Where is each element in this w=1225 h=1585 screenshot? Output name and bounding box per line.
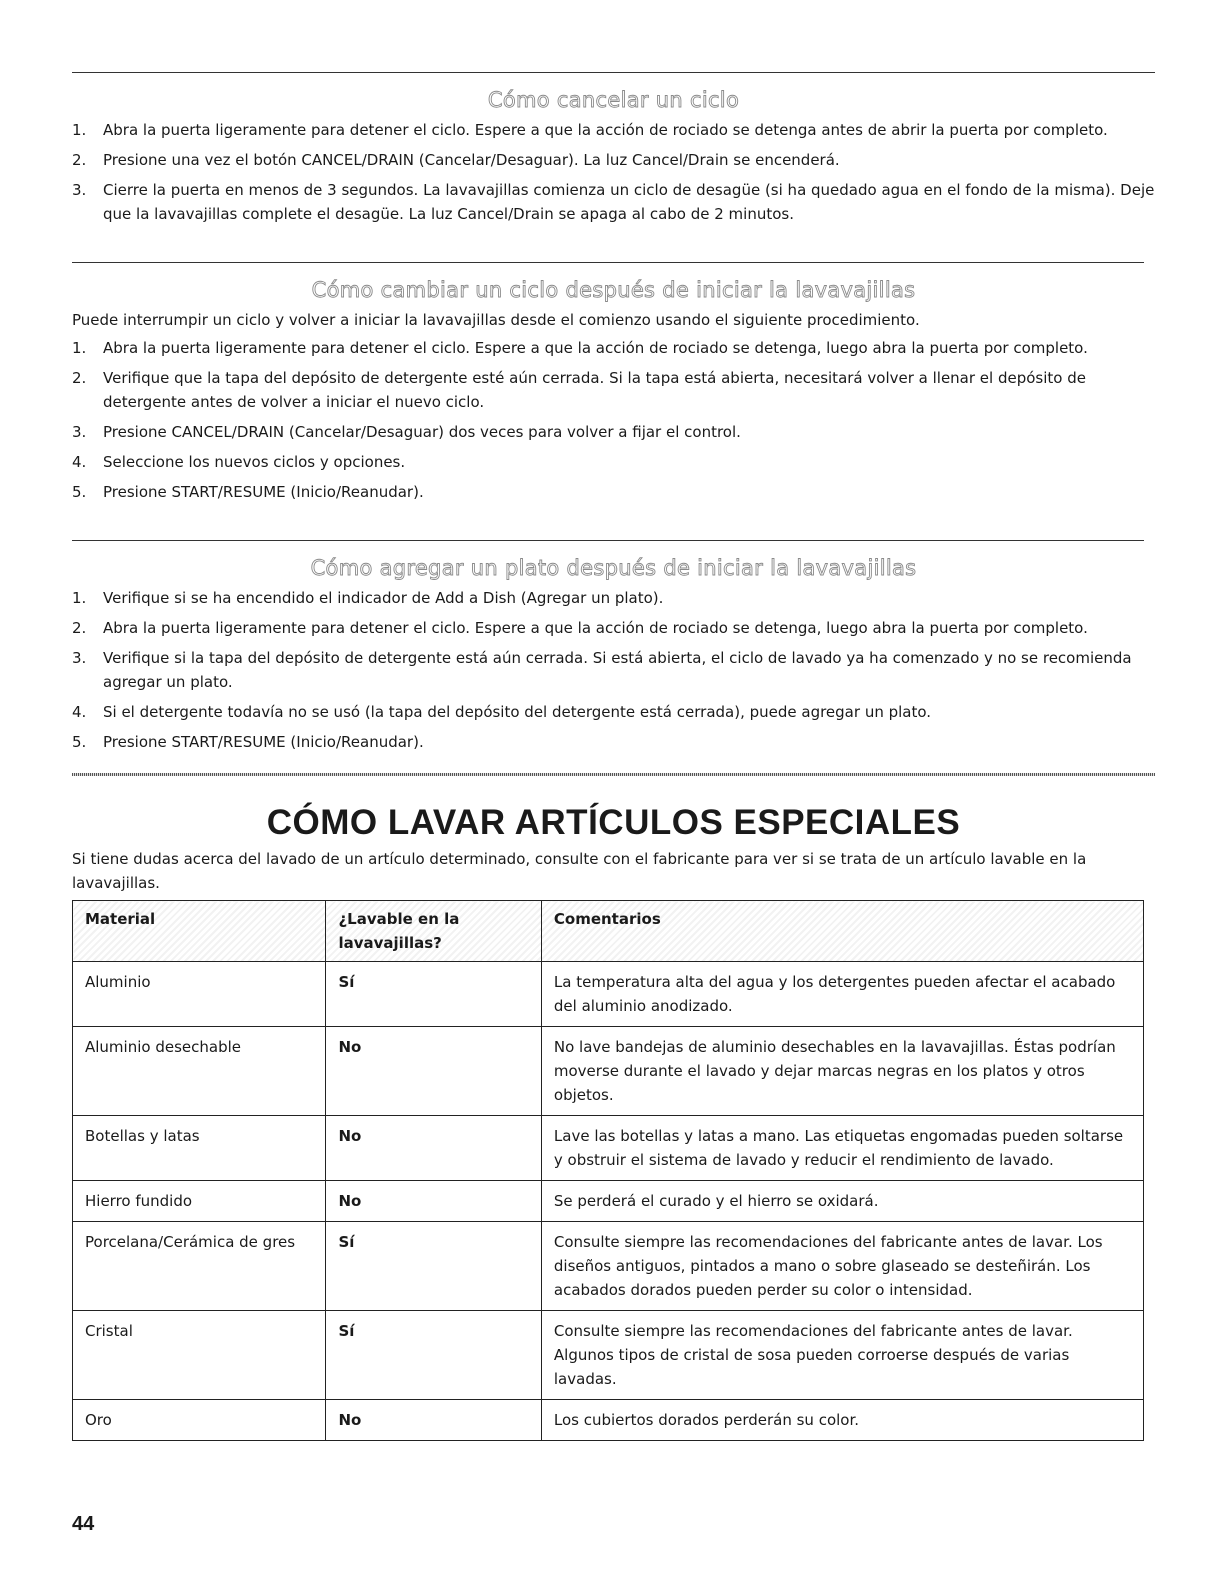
comment-cell: La temperatura alta del agua y los detergentes pueden afectar el acabado del aluminio anodizado. <box>541 962 1143 1027</box>
step-text: Si el detergente todavía no se usó (la tapa del depósito del detergente está cerrada), puede agregar un plato. <box>103 703 932 721</box>
section-cancel-cycle <box>72 88 1155 232</box>
list-item <box>72 118 1155 142</box>
comment-cell: Los cubiertos dorados perderán su color. <box>541 1400 1143 1441</box>
list-item <box>72 366 1155 414</box>
step-text: Verifique si la tapa del depósito de detergente está aún cerrada. Si está abierta, el ciclo de lavado ya ha comenzado y no se recomienda agregar un plato. <box>103 649 1132 691</box>
section-divider <box>72 262 1144 263</box>
step-text: Presione START/RESUME (Inicio/Reanudar). <box>103 733 424 751</box>
table-header-row <box>73 901 1144 962</box>
section-title: Cómo agregar un plato después de iniciar la lavavajillas <box>310 556 917 580</box>
step-number: 2. <box>72 151 87 169</box>
step-text: Presione una vez el botón CANCEL/DRAIN (Cancelar/Desaguar). La luz Cancel/Drain se encenderá. <box>103 151 840 169</box>
step-text: Abra la puerta ligeramente para detener el ciclo. Espere a que la acción de rociado se detenga, luego abra la puerta por completo. <box>103 619 1088 637</box>
step-number: 2. <box>72 619 87 637</box>
list-item <box>72 616 1155 640</box>
steps-list <box>72 336 1155 504</box>
material-cell: Aluminio desechable <box>73 1027 326 1116</box>
washable-cell: No <box>326 1116 541 1181</box>
section-title: Cómo cambiar un ciclo después de iniciar la lavavajillas <box>311 278 916 302</box>
material-cell: Aluminio <box>73 962 326 1027</box>
table-row <box>73 1027 1144 1116</box>
comment-cell: No lave bandejas de aluminio desechables en la lavavajillas. Éstas podrían moverse durante el lavado y dejar marcas negras en los platos y otros objetos. <box>541 1027 1143 1116</box>
section-title: Cómo cancelar un ciclo <box>487 88 740 112</box>
list-item <box>72 480 1155 504</box>
section-change-cycle <box>72 278 1155 510</box>
step-number: 3. <box>72 649 87 667</box>
step-number: 3. <box>72 423 87 441</box>
washable-cell: No <box>326 1400 541 1441</box>
step-text: Cierre la puerta en menos de 3 segundos. La lavavajillas comienza un ciclo de desagüe (si ha quedado agua en el fondo de la misma). Deje que la lavavajillas complete el desagüe. La luz Cancel/Drain se apaga al cabo de 2 minutos. <box>103 181 1155 223</box>
steps-list <box>72 586 1155 754</box>
list-item <box>72 148 1155 172</box>
washable-cell: No <box>326 1181 541 1222</box>
step-text: Abra la puerta ligeramente para detener el ciclo. Espere a que la acción de rociado se detenga, luego abra la puerta por completo. <box>103 339 1088 357</box>
step-number: 5. <box>72 483 87 501</box>
comment-cell: Consulte siempre las recomendaciones del fabricante antes de lavar. Los diseños antiguos, pintados a mano o sobre glaseado se desteñirán. Los acabados dorados pueden perder su color o intensidad. <box>541 1222 1143 1311</box>
list-item <box>72 336 1155 360</box>
comment-cell: Consulte siempre las recomendaciones del fabricante antes de lavar. Algunos tipos de cristal de sosa pueden corroerse después de varias lavadas. <box>541 1311 1143 1400</box>
material-cell: Hierro fundido <box>73 1181 326 1222</box>
step-number: 5. <box>72 733 87 751</box>
list-item <box>72 586 1155 610</box>
step-number: 2. <box>72 369 87 387</box>
material-cell: Porcelana/Cerámica de gres <box>73 1222 326 1311</box>
step-text: Presione START/RESUME (Inicio/Reanudar). <box>103 483 424 501</box>
material-cell: Cristal <box>73 1311 326 1400</box>
header-material: Material <box>73 901 326 962</box>
header-dishwasher-safe: ¿Lavable en la lavavajillas? <box>326 901 541 962</box>
top-rule <box>72 72 1155 73</box>
table-row <box>73 962 1144 1027</box>
page-number: 44 <box>72 1513 95 1535</box>
list-item <box>72 450 1155 474</box>
special-items-table <box>72 900 1144 1441</box>
step-number: 3. <box>72 181 87 199</box>
table-row <box>73 1116 1144 1181</box>
table-row <box>73 1400 1144 1441</box>
comment-cell: Lave las botellas y latas a mano. Las etiquetas engomadas pueden soltarse y obstruir el sistema de lavado y reducir el rendimiento de lavado. <box>541 1116 1143 1181</box>
washable-cell: Sí <box>326 1222 541 1311</box>
washable-cell: No <box>326 1027 541 1116</box>
comment-cell: Se perderá el curado y el hierro se oxidará. <box>541 1181 1143 1222</box>
table-row <box>73 1311 1144 1400</box>
step-text: Verifique si se ha encendido el indicador de Add a Dish (Agregar un plato). <box>103 589 664 607</box>
step-text: Seleccione los nuevos ciclos y opciones. <box>103 453 406 471</box>
step-number: 1. <box>72 339 87 357</box>
list-item <box>72 420 1155 444</box>
material-cell: Oro <box>73 1400 326 1441</box>
material-cell: Botellas y latas <box>73 1116 326 1181</box>
washable-cell: Sí <box>326 1311 541 1400</box>
list-item <box>72 178 1155 226</box>
steps-list <box>72 118 1155 226</box>
list-item <box>72 730 1155 754</box>
step-number: 4. <box>72 453 87 471</box>
dotted-divider <box>72 773 1155 776</box>
page-title: CÓMO LAVAR ARTÍCULOS ESPECIALES <box>266 803 961 842</box>
step-number: 4. <box>72 703 87 721</box>
table-row <box>73 1181 1144 1222</box>
step-text: Presione CANCEL/DRAIN (Cancelar/Desaguar) dos veces para volver a fijar el control. <box>103 423 741 441</box>
step-text: Verifique que la tapa del depósito de detergente esté aún cerrada. Si la tapa está abierta, necesitará volver a llenar el depósito de detergente antes de volver a iniciar el nuevo ciclo. <box>103 369 1086 411</box>
section-intro: Puede interrumpir un ciclo y volver a iniciar la lavavajillas desde el comienzo usando el siguiente procedimiento. <box>72 311 920 329</box>
washable-cell: Sí <box>326 962 541 1027</box>
table-row <box>73 1222 1144 1311</box>
special-intro: Si tiene dudas acerca del lavado de un artículo determinado, consulte con el fabricante para ver si se trata de un artículo lavable en la lavavajillas. <box>72 850 1087 892</box>
section-divider <box>72 540 1144 541</box>
list-item <box>72 700 1155 724</box>
step-number: 1. <box>72 589 87 607</box>
list-item <box>72 646 1155 694</box>
section-add-dish <box>72 556 1155 760</box>
step-number: 1. <box>72 121 87 139</box>
step-text: Abra la puerta ligeramente para detener el ciclo. Espere a que la acción de rociado se detenga antes de abrir la puerta por completo. <box>103 121 1108 139</box>
header-comments: Comentarios <box>541 901 1143 962</box>
